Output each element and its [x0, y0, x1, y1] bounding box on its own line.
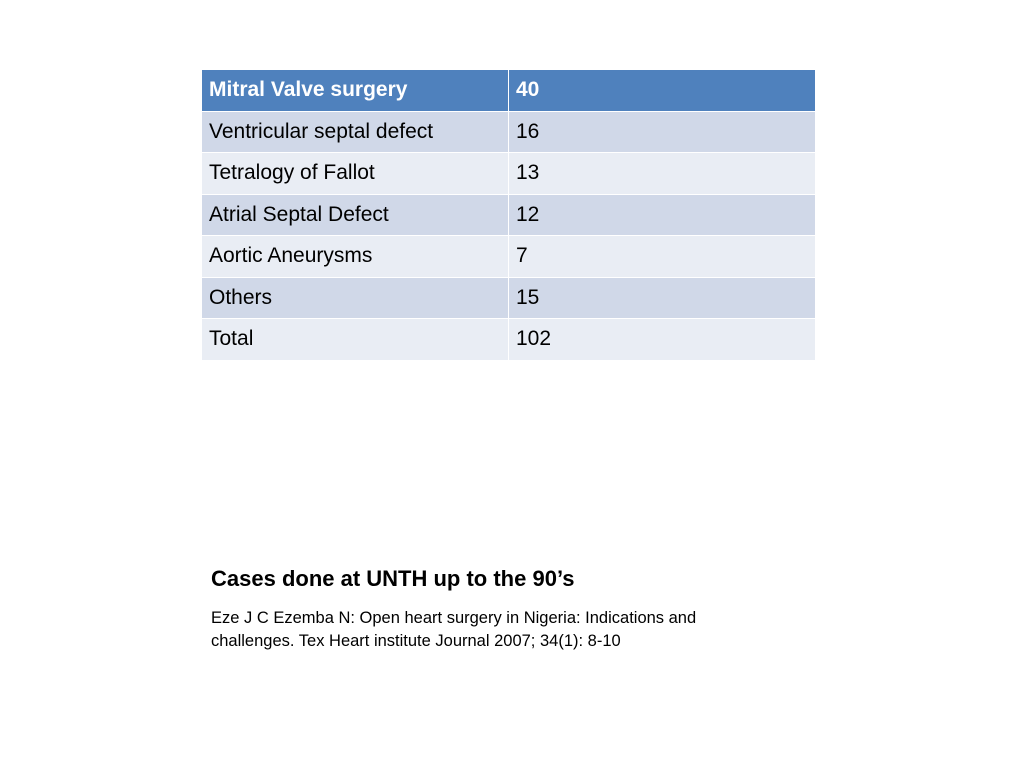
table-row: [202, 236, 816, 278]
table-header-row: [202, 70, 816, 112]
table-row: [202, 277, 816, 319]
row-value-cell: 16: [509, 111, 816, 153]
row-value-cell: 15: [509, 277, 816, 319]
table-row: [202, 319, 816, 361]
row-label-cell: Total: [202, 319, 509, 361]
row-label-cell: Atrial Septal Defect: [202, 194, 509, 236]
caption-title: Cases done at UNTH up to the 90’s: [211, 566, 575, 591]
row-label-cell: Tetralogy of Fallot: [202, 153, 509, 195]
row-value-cell: 13: [509, 153, 816, 195]
table-row: [202, 194, 816, 236]
row-value-cell: 102: [509, 319, 816, 361]
row-label-cell: Ventricular septal defect: [202, 111, 509, 153]
header-label-cell: Mitral Valve surgery: [202, 70, 509, 112]
row-label-cell: Others: [202, 277, 509, 319]
table-row: [202, 153, 816, 195]
row-value-cell: 7: [509, 236, 816, 278]
cases-table: [201, 69, 816, 361]
citation-text: Eze J C Ezemba N: Open heart surgery in Nigeria: Indications and challenges. Tex Heart institute Journal 2007; 34(1): 8-10: [211, 609, 697, 650]
row-value-cell: 12: [509, 194, 816, 236]
table-row: [202, 111, 816, 153]
header-value-cell: 40: [509, 70, 816, 112]
row-label-cell: Aortic Aneurysms: [202, 236, 509, 278]
